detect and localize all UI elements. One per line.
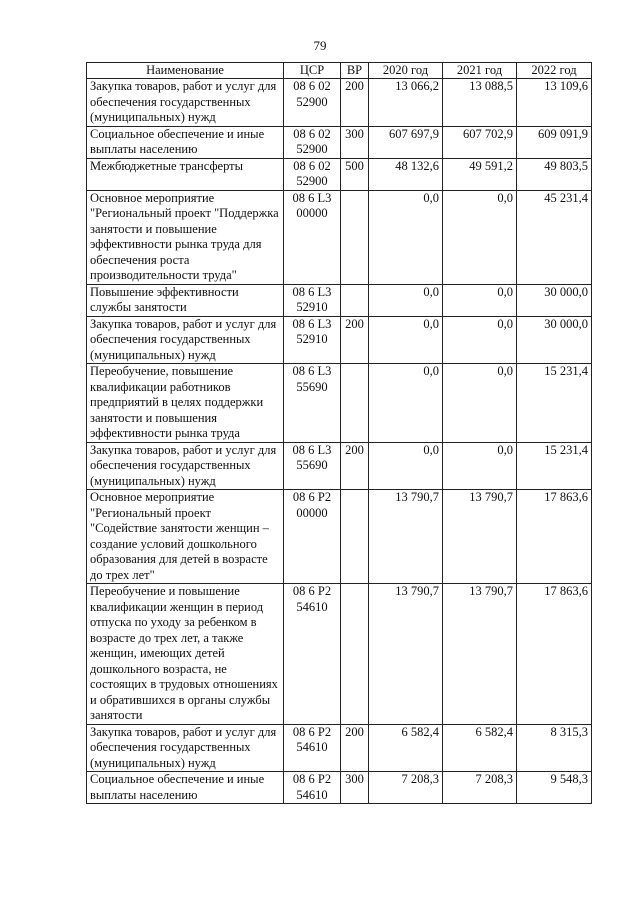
cell-name: Межбюджетные трансферты (87, 158, 284, 190)
cell-2022: 15 231,4 (517, 364, 592, 443)
cell-csr: 08 6 P2 54610 (284, 772, 341, 804)
cell-2020: 7 208,3 (369, 772, 443, 804)
cell-2021: 0,0 (443, 442, 517, 490)
table-row (87, 772, 592, 804)
header-2021: 2021 год (443, 63, 517, 79)
cell-vr (341, 190, 369, 284)
table-row (87, 490, 592, 584)
cell-2022: 15 231,4 (517, 442, 592, 490)
cell-csr: 08 6 02 52900 (284, 79, 341, 127)
table-row (87, 79, 592, 127)
table-row (87, 284, 592, 316)
cell-2022: 45 231,4 (517, 190, 592, 284)
cell-2022: 609 091,9 (517, 126, 592, 158)
cell-2021: 13 790,7 (443, 490, 517, 584)
cell-vr: 200 (341, 724, 369, 772)
cell-csr: 08 6 02 52900 (284, 126, 341, 158)
cell-vr: 200 (341, 79, 369, 127)
cell-vr (341, 490, 369, 584)
cell-vr (341, 364, 369, 443)
cell-2020: 0,0 (369, 284, 443, 316)
cell-csr: 08 6 L3 52910 (284, 316, 341, 364)
cell-csr: 08 6 P2 54610 (284, 724, 341, 772)
cell-2020: 0,0 (369, 364, 443, 443)
table-row (87, 158, 592, 190)
table-row (87, 316, 592, 364)
cell-2021: 13 790,7 (443, 584, 517, 725)
budget-table (86, 62, 592, 804)
table-row (87, 442, 592, 490)
table-row (87, 126, 592, 158)
cell-vr (341, 584, 369, 725)
cell-2020: 0,0 (369, 442, 443, 490)
cell-name: Социальное обеспечение и иные выплаты населению (87, 772, 284, 804)
cell-vr: 300 (341, 126, 369, 158)
cell-2021: 6 582,4 (443, 724, 517, 772)
cell-name: Закупка товаров, работ и услуг для обеспечения государственных (муниципальных) нужд (87, 79, 284, 127)
table-header-row (87, 63, 592, 79)
cell-vr: 300 (341, 772, 369, 804)
cell-name: Переобучение и повышение квалификации женщин в период отпуска по уходу за ребенком в возрасте до трех лет, а также женщин, имеющих детей дошкольного возраста, не состоящих в трудовых отношениях и обратившихся в органы службы занятости (87, 584, 284, 725)
cell-name: Основное мероприятие "Региональный проект "Содействие занятости женщин – создание условий дошкольного образования для детей в возрасте до трех лет" (87, 490, 284, 584)
cell-name: Социальное обеспечение и иные выплаты населению (87, 126, 284, 158)
cell-vr: 200 (341, 316, 369, 364)
cell-csr: 08 6 L3 00000 (284, 190, 341, 284)
table-row (87, 724, 592, 772)
cell-vr: 500 (341, 158, 369, 190)
table-row (87, 190, 592, 284)
cell-csr: 08 6 P2 54610 (284, 584, 341, 725)
cell-vr (341, 284, 369, 316)
cell-2021: 49 591,2 (443, 158, 517, 190)
table-row (87, 584, 592, 725)
header-2020: 2020 год (369, 63, 443, 79)
cell-name: Закупка товаров, работ и услуг для обеспечения государственных (муниципальных) нужд (87, 724, 284, 772)
cell-2022: 9 548,3 (517, 772, 592, 804)
cell-2021: 7 208,3 (443, 772, 517, 804)
cell-2022: 13 109,6 (517, 79, 592, 127)
cell-2022: 17 863,6 (517, 584, 592, 725)
page-number: 79 (313, 38, 327, 53)
cell-2022: 30 000,0 (517, 316, 592, 364)
cell-csr: 08 6 L3 55690 (284, 442, 341, 490)
cell-2020: 0,0 (369, 316, 443, 364)
cell-2020: 0,0 (369, 190, 443, 284)
cell-name: Переобучение, повышение квалификации работников предприятий в целях поддержки занятости и повышения эффективности рынка труда (87, 364, 284, 443)
cell-csr: 08 6 L3 52910 (284, 284, 341, 316)
cell-name: Повышение эффективности службы занятости (87, 284, 284, 316)
cell-2020: 6 582,4 (369, 724, 443, 772)
cell-2021: 607 702,9 (443, 126, 517, 158)
header-name: Наименование (87, 63, 284, 79)
cell-2021: 0,0 (443, 284, 517, 316)
cell-2020: 13 066,2 (369, 79, 443, 127)
cell-csr: 08 6 L3 55690 (284, 364, 341, 443)
cell-name: Закупка товаров, работ и услуг для обеспечения государственных (муниципальных) нужд (87, 442, 284, 490)
cell-2022: 30 000,0 (517, 284, 592, 316)
cell-name: Закупка товаров, работ и услуг для обеспечения государственных (муниципальных) нужд (87, 316, 284, 364)
header-vr: ВР (341, 63, 369, 79)
cell-csr: 08 6 P2 00000 (284, 490, 341, 584)
cell-2020: 13 790,7 (369, 490, 443, 584)
cell-2022: 17 863,6 (517, 490, 592, 584)
header-2022: 2022 год (517, 63, 592, 79)
cell-name: Основное мероприятие "Региональный проект "Поддержка занятости и повышение эффективности рынка труда для обеспечения роста производительности труда" (87, 190, 284, 284)
cell-2022: 49 803,5 (517, 158, 592, 190)
cell-2021: 0,0 (443, 364, 517, 443)
cell-2021: 0,0 (443, 316, 517, 364)
cell-2022: 8 315,3 (517, 724, 592, 772)
header-csr: ЦСР (284, 63, 341, 79)
cell-2020: 13 790,7 (369, 584, 443, 725)
table-row (87, 364, 592, 443)
cell-2021: 13 088,5 (443, 79, 517, 127)
cell-2021: 0,0 (443, 190, 517, 284)
cell-vr: 200 (341, 442, 369, 490)
cell-csr: 08 6 02 52900 (284, 158, 341, 190)
cell-2020: 607 697,9 (369, 126, 443, 158)
cell-2020: 48 132,6 (369, 158, 443, 190)
